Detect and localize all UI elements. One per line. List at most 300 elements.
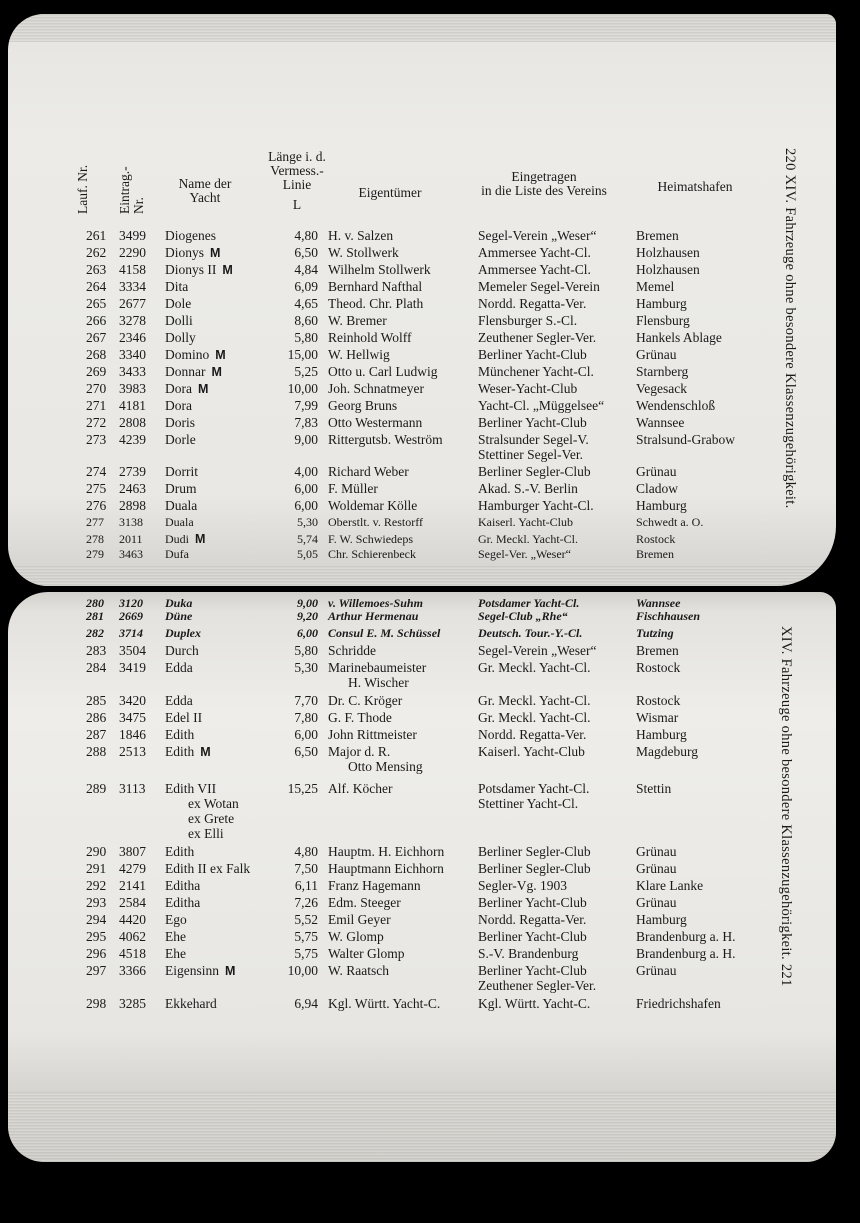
row-home-port: Grünau bbox=[636, 464, 677, 479]
row-eintrag-nr: 4062 bbox=[119, 929, 146, 944]
table-row bbox=[8, 660, 836, 690]
page-edge-bottom bbox=[8, 566, 836, 586]
header-club-line1: Eingetragen bbox=[511, 169, 577, 184]
row-owner: Dr. C. Kröger bbox=[328, 693, 403, 708]
row-home-port: Memel bbox=[636, 279, 675, 294]
table-row bbox=[8, 347, 836, 363]
row-eintrag-nr: 3113 bbox=[119, 781, 146, 796]
row-club: Kgl. Württ. Yacht-C. bbox=[478, 996, 591, 1011]
row-yacht-former-name: ex Wotan bbox=[188, 796, 239, 811]
row-owner: F. Müller bbox=[328, 481, 378, 496]
row-home-port: Tutzing bbox=[636, 626, 674, 640]
row-club: Berliner Yacht-Club bbox=[478, 347, 587, 362]
row-length: 6,50 bbox=[294, 245, 318, 260]
row-yacht-name: Dionys M bbox=[165, 245, 221, 260]
row-eintrag-nr: 3463 bbox=[119, 547, 143, 561]
row-yacht-name: Dorle bbox=[165, 432, 196, 447]
row-length: 4,80 bbox=[294, 228, 318, 243]
row-club: Ammersee Yacht-Cl. bbox=[478, 262, 591, 277]
row-club: Gr. Meckl. Yacht-Cl. bbox=[478, 660, 591, 675]
row-length: 9,00 bbox=[297, 596, 318, 610]
row-yacht-name: Edda bbox=[165, 693, 193, 708]
row-eintrag-nr: 3433 bbox=[119, 364, 146, 379]
row-home-port: Cladow bbox=[636, 481, 678, 496]
header-port: Heimatshafen bbox=[657, 179, 733, 194]
row-lauf-nr: 285 bbox=[86, 693, 107, 708]
table-row bbox=[8, 861, 836, 877]
row-owner: Otto u. Carl Ludwig bbox=[328, 364, 438, 379]
row-eintrag-nr: 2513 bbox=[119, 744, 146, 759]
motor-mark: M bbox=[200, 745, 211, 759]
row-lauf-nr: 291 bbox=[86, 861, 107, 876]
table-row bbox=[8, 296, 836, 312]
row-club: Segel-Verein „Weser“ bbox=[478, 643, 597, 658]
row-owner: Otto Westermann bbox=[328, 415, 423, 430]
row-yacht-name: Dudi M bbox=[165, 532, 206, 546]
row-yacht-name: Eigensinn M bbox=[165, 963, 236, 978]
row-club: Berliner Segler-Club bbox=[478, 844, 591, 859]
row-home-port: Hamburg bbox=[636, 296, 687, 311]
row-club: Berliner Segler-Club bbox=[478, 464, 591, 479]
row-club: Segel-Verein „Weser“ bbox=[478, 228, 597, 243]
table-row bbox=[8, 381, 836, 397]
row-eintrag-nr: 2290 bbox=[119, 245, 146, 260]
row-length: 7,50 bbox=[294, 861, 318, 876]
row-eintrag-nr: 3419 bbox=[119, 660, 146, 675]
row-owner: Consul E. M. Schüssel bbox=[328, 626, 441, 640]
row-lauf-nr: 293 bbox=[86, 895, 107, 910]
row-club: Ammersee Yacht-Cl. bbox=[478, 245, 591, 260]
motor-mark: M bbox=[210, 246, 221, 260]
row-eintrag-nr: 3504 bbox=[119, 643, 146, 658]
row-club: Nordd. Regatta-Ver. bbox=[478, 727, 587, 742]
row-length: 6,00 bbox=[297, 626, 318, 640]
row-club-line2: Stettiner Segel-Ver. bbox=[478, 447, 583, 462]
row-lauf-nr: 273 bbox=[86, 432, 107, 447]
row-owner: H. v. Salzen bbox=[328, 228, 394, 243]
row-length: 4,80 bbox=[294, 844, 318, 859]
row-eintrag-nr: 3475 bbox=[119, 710, 146, 725]
row-home-port: Grünau bbox=[636, 861, 677, 876]
row-yacht-name: Ehe bbox=[165, 929, 186, 944]
row-yacht-name: Dufa bbox=[165, 547, 189, 561]
row-owner: Georg Bruns bbox=[328, 398, 398, 413]
table-row bbox=[8, 878, 836, 894]
table-row bbox=[8, 432, 836, 462]
row-yacht-name: Editha bbox=[165, 878, 201, 893]
row-length: 4,84 bbox=[294, 262, 318, 277]
row-length: 5,75 bbox=[294, 929, 318, 944]
row-home-port: Hamburg bbox=[636, 912, 687, 927]
row-eintrag-nr: 4279 bbox=[119, 861, 146, 876]
row-yacht-name: Diogenes bbox=[165, 228, 216, 243]
row-lauf-nr: 296 bbox=[86, 946, 107, 961]
row-owner: Woldemar Kölle bbox=[328, 498, 418, 513]
header-name: Name der Yacht bbox=[178, 176, 232, 205]
row-eintrag-nr: 3420 bbox=[119, 693, 146, 708]
row-lauf-nr: 264 bbox=[86, 279, 107, 294]
motor-mark: M bbox=[225, 964, 236, 978]
row-yacht-name: Duka bbox=[165, 596, 193, 610]
row-lauf-nr: 294 bbox=[86, 912, 107, 927]
row-yacht-name: Edda bbox=[165, 660, 193, 675]
row-yacht-name: Edith M bbox=[165, 744, 211, 759]
row-lauf-nr: 268 bbox=[86, 347, 107, 362]
row-home-port: Wendenschloß bbox=[636, 398, 716, 413]
row-home-port: Vegesack bbox=[636, 381, 687, 396]
row-yacht-name: Durch bbox=[165, 643, 199, 658]
row-home-port: Schwedt a. O. bbox=[636, 515, 704, 529]
row-eintrag-nr: 3366 bbox=[119, 963, 146, 978]
row-eintrag-nr: 4420 bbox=[119, 912, 146, 927]
row-home-port: Rostock bbox=[636, 693, 681, 708]
row-length: 6,00 bbox=[294, 498, 318, 513]
row-yacht-name: Ehe bbox=[165, 946, 186, 961]
row-yacht-name: Donnar M bbox=[165, 364, 222, 379]
row-yacht-name: Düne bbox=[165, 609, 193, 623]
row-eintrag-nr: 3278 bbox=[119, 313, 146, 328]
row-length: 15,25 bbox=[287, 781, 318, 796]
header-length-line2: Vermess.- bbox=[270, 163, 324, 178]
row-eintrag-nr: 3499 bbox=[119, 228, 146, 243]
row-lauf-nr: 284 bbox=[86, 660, 107, 675]
row-eintrag-nr: 2011 bbox=[119, 532, 143, 546]
row-lauf-nr: 281 bbox=[86, 609, 104, 623]
row-club: Gr. Meckl. Yacht-Cl. bbox=[478, 532, 578, 546]
row-owner: Joh. Schnatmeyer bbox=[328, 381, 424, 396]
table-row bbox=[8, 844, 836, 860]
table-row bbox=[8, 245, 836, 261]
row-lauf-nr: 289 bbox=[86, 781, 107, 796]
row-home-port: Stettin bbox=[636, 781, 672, 796]
row-eintrag-nr: 4181 bbox=[119, 398, 146, 413]
row-eintrag-nr: 3138 bbox=[119, 515, 143, 529]
row-owner: Hauptm. H. Eichhorn bbox=[328, 844, 445, 859]
table-row bbox=[8, 515, 836, 531]
row-club: Flensburger S.-Cl. bbox=[478, 313, 578, 328]
row-eintrag-nr: 3334 bbox=[119, 279, 146, 294]
row-owner: Rittergutsb. Weström bbox=[328, 432, 443, 447]
row-owner: Richard Weber bbox=[328, 464, 409, 479]
row-length: 6,50 bbox=[294, 744, 318, 759]
row-length: 9,00 bbox=[294, 432, 318, 447]
motor-mark: M bbox=[222, 263, 233, 277]
row-owner: Reinhold Wolff bbox=[328, 330, 412, 345]
row-yacht-name: Domino M bbox=[165, 347, 226, 362]
row-length: 10,00 bbox=[287, 381, 318, 396]
row-home-port: Stralsund-Grabow bbox=[636, 432, 735, 447]
row-yacht-name: Duala bbox=[165, 498, 198, 513]
row-club: Akad. S.-V. Berlin bbox=[478, 481, 578, 496]
row-home-port: Magdeburg bbox=[636, 744, 698, 759]
row-length: 5,74 bbox=[297, 532, 318, 546]
row-yacht-name: Dita bbox=[165, 279, 189, 294]
row-club: Berliner Yacht-Club bbox=[478, 895, 587, 910]
row-lauf-nr: 266 bbox=[86, 313, 107, 328]
row-lauf-nr: 271 bbox=[86, 398, 107, 413]
row-club: Münchener Yacht-Cl. bbox=[478, 364, 594, 379]
row-owner: F. W. Schwiedeps bbox=[328, 532, 414, 546]
row-lauf-nr: 263 bbox=[86, 262, 107, 277]
row-home-port: Holzhausen bbox=[636, 245, 700, 260]
row-club: Berliner Segler-Club bbox=[478, 861, 591, 876]
row-eintrag-nr: 3285 bbox=[119, 996, 146, 1011]
row-home-port: Bremen bbox=[636, 228, 679, 243]
row-home-port: Fischhausen bbox=[636, 609, 701, 623]
row-length: 5,25 bbox=[294, 364, 318, 379]
header-length-line4: L bbox=[292, 197, 302, 212]
table-row bbox=[8, 498, 836, 514]
row-owner: Franz Hagemann bbox=[328, 878, 421, 893]
row-home-port: Klare Lanke bbox=[636, 878, 704, 893]
row-length: 4,00 bbox=[294, 464, 318, 479]
row-club: Berliner Yacht-Club bbox=[478, 963, 587, 978]
table-row bbox=[8, 710, 836, 726]
row-home-port: Wannsee bbox=[636, 415, 685, 430]
row-owner: Major d. R. bbox=[328, 744, 391, 759]
row-length: 8,60 bbox=[294, 313, 318, 328]
row-yacht-name: Dionys II M bbox=[165, 262, 233, 277]
row-club-line2: Zeuthener Segler-Ver. bbox=[478, 978, 597, 993]
row-yacht-name: Ego bbox=[165, 912, 187, 927]
row-home-port: Hankels Ablage bbox=[636, 330, 722, 345]
row-lauf-nr: 261 bbox=[86, 228, 107, 243]
row-owner: Schridde bbox=[328, 643, 376, 658]
row-owner: W. Hellwig bbox=[328, 347, 390, 362]
row-yacht-former-name: ex Grete bbox=[188, 811, 235, 826]
row-length: 7,70 bbox=[294, 693, 318, 708]
table-row bbox=[8, 643, 836, 659]
row-home-port: Friedrichshafen bbox=[636, 996, 721, 1011]
row-length: 6,09 bbox=[294, 279, 318, 294]
row-yacht-name: Edith VII bbox=[165, 781, 217, 796]
row-club: Berliner Yacht-Club bbox=[478, 929, 587, 944]
row-eintrag-nr: 4158 bbox=[119, 262, 146, 277]
page-edge bbox=[8, 14, 836, 42]
row-eintrag-nr: 2141 bbox=[119, 878, 146, 893]
row-owner: Edm. Steeger bbox=[328, 895, 401, 910]
row-eintrag-nr: 3340 bbox=[119, 347, 146, 362]
row-length: 5,80 bbox=[294, 643, 318, 658]
row-eintrag-nr: 2463 bbox=[119, 481, 146, 496]
header-owner: Eigentümer bbox=[358, 185, 422, 200]
row-yacht-name: Dolly bbox=[165, 330, 196, 345]
row-lauf-nr: 282 bbox=[86, 626, 104, 640]
row-owner: Oberstlt. v. Restorff bbox=[328, 515, 423, 529]
row-lauf-nr: 288 bbox=[86, 744, 107, 759]
row-club: Nordd. Regatta-Ver. bbox=[478, 296, 587, 311]
table-row bbox=[8, 929, 836, 945]
row-club: Memeler Segel-Verein bbox=[478, 279, 600, 294]
row-lauf-nr: 290 bbox=[86, 844, 107, 859]
running-head-bottom: XIV. Fahrzeuge ohne besondere Klassenzugehörigkeit. 221 bbox=[778, 626, 794, 987]
motor-mark: M bbox=[215, 348, 226, 362]
header-eintrag-nr: Eintrag.-Nr. bbox=[117, 166, 146, 214]
row-lauf-nr: 269 bbox=[86, 364, 107, 379]
row-length: 10,00 bbox=[287, 963, 318, 978]
motor-mark: M bbox=[195, 532, 206, 546]
table-row bbox=[8, 364, 836, 380]
table-row bbox=[8, 330, 836, 346]
row-eintrag-nr: 2584 bbox=[119, 895, 146, 910]
row-yacht-name: Dolli bbox=[165, 313, 193, 328]
row-length: 5,30 bbox=[297, 515, 318, 529]
row-lauf-nr: 276 bbox=[86, 498, 107, 513]
table-row bbox=[8, 481, 836, 497]
row-length: 7,26 bbox=[294, 895, 318, 910]
row-owner: Hauptmann Eichhorn bbox=[328, 861, 444, 876]
motor-mark: M bbox=[211, 365, 222, 379]
row-owner: W. Stollwerk bbox=[328, 245, 399, 260]
row-yacht-former-name: ex Elli bbox=[188, 826, 224, 841]
row-eintrag-nr: 3807 bbox=[119, 844, 146, 859]
row-club: Potsdamer Yacht-Cl. bbox=[478, 596, 580, 610]
row-club: Yacht-Cl. „Müggelsee“ bbox=[478, 398, 605, 413]
row-length: 5,52 bbox=[294, 912, 318, 927]
row-lauf-nr: 262 bbox=[86, 245, 107, 260]
table-row bbox=[8, 415, 836, 431]
row-lauf-nr: 298 bbox=[86, 996, 107, 1011]
row-owner: W. Raatsch bbox=[328, 963, 389, 978]
row-owner: v. Willemoes-Suhm bbox=[328, 596, 423, 610]
row-lauf-nr: 278 bbox=[86, 532, 104, 546]
row-home-port: Wismar bbox=[636, 710, 679, 725]
row-lauf-nr: 272 bbox=[86, 415, 107, 430]
header-club-line2: in die Liste des Vereins bbox=[481, 183, 607, 198]
table-row bbox=[8, 547, 836, 563]
row-lauf-nr: 286 bbox=[86, 710, 107, 725]
row-club: Kaiserl. Yacht-Club bbox=[478, 515, 573, 529]
table-row bbox=[8, 398, 836, 414]
row-yacht-name: Ekkehard bbox=[165, 996, 217, 1011]
row-home-port: Flensburg bbox=[636, 313, 690, 328]
row-lauf-nr: 280 bbox=[86, 596, 104, 610]
row-club: Hamburger Yacht-Cl. bbox=[478, 498, 594, 513]
motor-mark: M bbox=[198, 382, 209, 396]
header-length-line1: Länge i. d. bbox=[268, 149, 326, 164]
row-home-port: Bremen bbox=[636, 643, 679, 658]
book-page-top bbox=[8, 14, 836, 586]
row-club: Zeuthener Segler-Ver. bbox=[478, 330, 597, 345]
row-home-port: Rostock bbox=[636, 660, 681, 675]
header-lauf-nr: Lauf. Nr. bbox=[75, 164, 90, 214]
row-lauf-nr: 277 bbox=[86, 515, 104, 529]
row-owner: Marinebaumeister bbox=[328, 660, 427, 675]
row-eintrag-nr: 1846 bbox=[119, 727, 146, 742]
row-length: 5,80 bbox=[294, 330, 318, 345]
row-yacht-name: Edith bbox=[165, 844, 195, 859]
row-owner: Alf. Köcher bbox=[328, 781, 393, 796]
row-eintrag-nr: 4239 bbox=[119, 432, 146, 447]
row-lauf-nr: 297 bbox=[86, 963, 107, 978]
row-home-port: Grünau bbox=[636, 895, 677, 910]
row-lauf-nr: 267 bbox=[86, 330, 107, 345]
row-yacht-name: Edith II ex Falk bbox=[165, 861, 251, 876]
running-head-top: 220 XIV. Fahrzeuge ohne besondere Klassenzugehörigkeit. bbox=[782, 148, 798, 509]
row-yacht-name: Doris bbox=[165, 415, 195, 430]
row-eintrag-nr: 2898 bbox=[119, 498, 146, 513]
table-row bbox=[8, 781, 836, 841]
row-eintrag-nr: 2346 bbox=[119, 330, 146, 345]
row-length: 5,30 bbox=[294, 660, 318, 675]
row-eintrag-nr: 2677 bbox=[119, 296, 146, 311]
row-club: Stralsunder Segel-V. bbox=[478, 432, 589, 447]
row-yacht-name: Dole bbox=[165, 296, 192, 311]
table-row bbox=[8, 912, 836, 928]
row-eintrag-nr: 2669 bbox=[119, 609, 143, 623]
row-length: 5,75 bbox=[294, 946, 318, 961]
row-eintrag-nr: 2739 bbox=[119, 464, 146, 479]
row-length: 15,00 bbox=[287, 347, 318, 362]
row-club: Kaiserl. Yacht-Club bbox=[478, 744, 585, 759]
row-club-line2: Stettiner Yacht-Cl. bbox=[478, 796, 579, 811]
row-owner: W. Bremer bbox=[328, 313, 387, 328]
row-club: Gr. Meckl. Yacht-Cl. bbox=[478, 693, 591, 708]
row-yacht-name: Dorrit bbox=[165, 464, 198, 479]
page-edge-bottom bbox=[8, 1092, 836, 1162]
row-club: Nordd. Regatta-Ver. bbox=[478, 912, 587, 927]
row-lauf-nr: 274 bbox=[86, 464, 107, 479]
row-yacht-name: Edith bbox=[165, 727, 195, 742]
row-length: 5,05 bbox=[297, 547, 318, 561]
row-length: 6,00 bbox=[294, 481, 318, 496]
table-row bbox=[8, 313, 836, 329]
row-yacht-name: Editha bbox=[165, 895, 201, 910]
row-owner: Wilhelm Stollwerk bbox=[328, 262, 431, 277]
row-club: Berliner Yacht-Club bbox=[478, 415, 587, 430]
row-club: Segel-Ver. „Weser“ bbox=[478, 547, 571, 561]
row-yacht-name: Drum bbox=[165, 481, 197, 496]
row-club: Deutsch. Tour.-Y.-Cl. bbox=[478, 626, 583, 640]
header-length-line3: Linie bbox=[282, 177, 312, 192]
row-owner-line2: Otto Mensing bbox=[348, 759, 423, 774]
row-club: Segel-Club „Rhe“ bbox=[478, 609, 568, 623]
table-row bbox=[8, 727, 836, 743]
row-length: 9,20 bbox=[297, 609, 318, 623]
table-row bbox=[8, 228, 836, 244]
row-yacht-name: Dora bbox=[165, 398, 192, 413]
table-row bbox=[8, 609, 836, 625]
row-club: Potsdamer Yacht-Cl. bbox=[478, 781, 590, 796]
book-page-bottom bbox=[8, 592, 836, 1162]
table-row bbox=[8, 532, 836, 548]
row-home-port: Brandenburg a. H. bbox=[636, 946, 736, 961]
row-yacht-name: Dora M bbox=[165, 381, 209, 396]
table-row bbox=[8, 262, 836, 278]
row-owner: Kgl. Württ. Yacht-C. bbox=[328, 996, 441, 1011]
row-home-port: Grünau bbox=[636, 963, 677, 978]
row-home-port: Grünau bbox=[636, 347, 677, 362]
row-home-port: Wannsee bbox=[636, 596, 681, 610]
row-home-port: Hamburg bbox=[636, 727, 687, 742]
table-row bbox=[8, 946, 836, 962]
row-lauf-nr: 287 bbox=[86, 727, 107, 742]
row-club: Segler-Vg. 1903 bbox=[478, 878, 567, 893]
row-owner: John Rittmeister bbox=[328, 727, 417, 742]
table-row bbox=[8, 963, 836, 993]
table-row bbox=[8, 895, 836, 911]
row-eintrag-nr: 3120 bbox=[119, 596, 143, 610]
row-lauf-nr: 292 bbox=[86, 878, 107, 893]
header-club bbox=[464, 170, 624, 198]
row-eintrag-nr: 4518 bbox=[119, 946, 146, 961]
table-row bbox=[8, 693, 836, 709]
row-length: 7,80 bbox=[294, 710, 318, 725]
table-row bbox=[8, 279, 836, 295]
row-home-port: Brandenburg a. H. bbox=[636, 929, 736, 944]
row-owner: Chr. Schierenbeck bbox=[328, 547, 416, 561]
row-eintrag-nr: 3714 bbox=[119, 626, 143, 640]
